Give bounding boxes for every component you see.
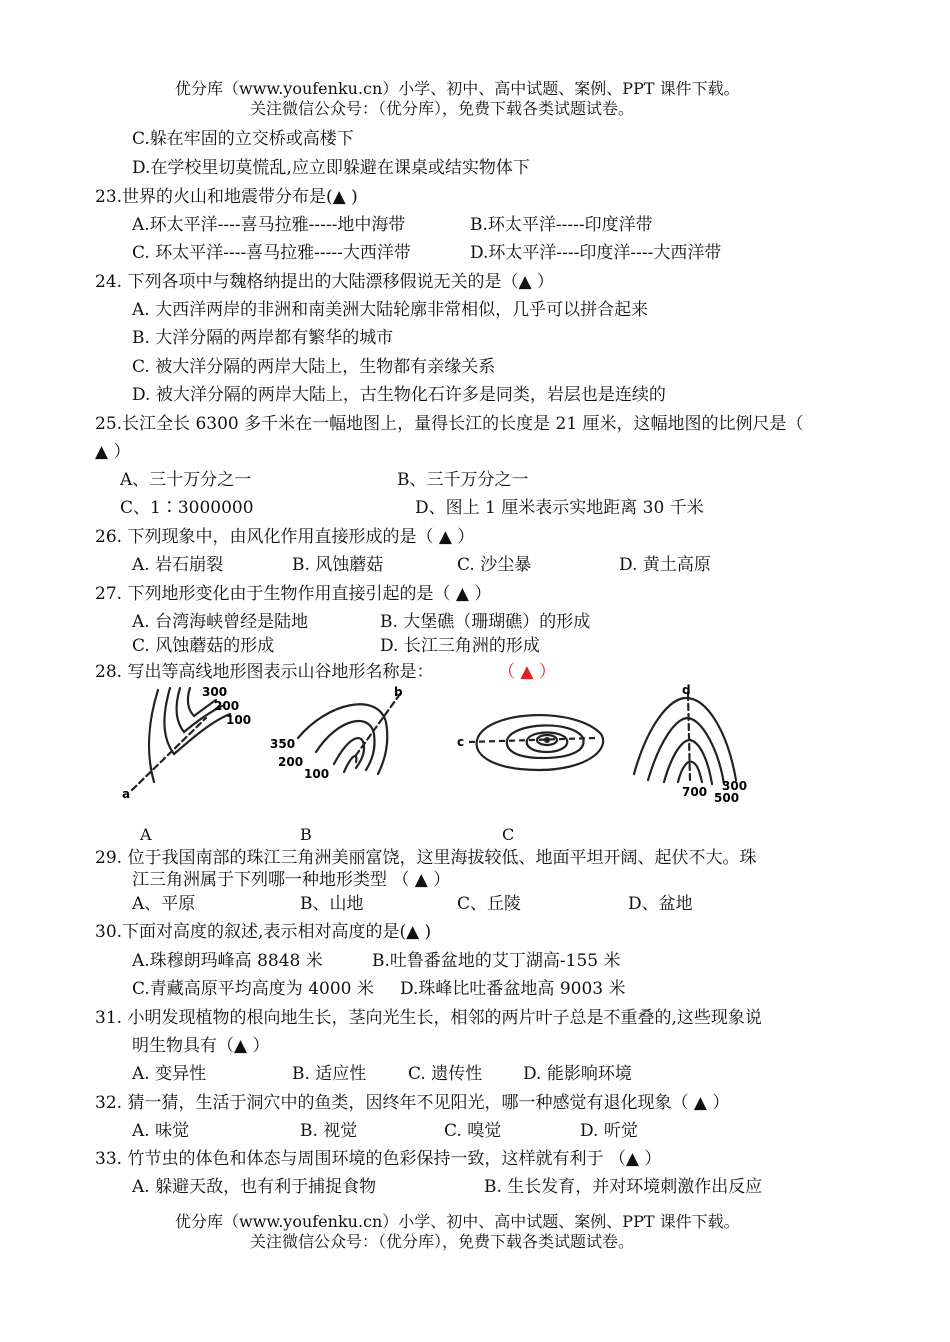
q25-stem: 25.长江全长 6300 多千米在一幅地图上，量得长江的长度是 21 厘米，这幅地图的比例尺是（ — [95, 414, 804, 434]
q33-option-a: A. 躲避天敌，也有利于捕捉食物 — [132, 1177, 377, 1197]
q22-option-c: C.躲在牢固的立交桥或高楼下 — [132, 129, 354, 149]
q23-stem: 23.世界的火山和地震带分布是(▲ ) — [95, 187, 358, 207]
q29-option-b: B、山地 — [300, 894, 364, 914]
q25-stem-cont: ▲ ） — [95, 442, 131, 462]
q28-stem: 28. 写出等高线地形图表示山谷地形名称是： — [95, 662, 434, 682]
q25-option-c: C、1∶3000000 — [120, 498, 254, 518]
q26-option-b: B. 风蚀蘑菇 — [292, 555, 384, 575]
q31-option-c: C. 遗传性 — [408, 1064, 483, 1084]
q26-option-a: A. 岩石崩裂 — [132, 555, 224, 575]
q31-stem-line-1: 31. 小明发现植物的根向地生长，茎向光生长，相邻的两片叶子总是不重叠的,这些现象说 — [95, 1008, 762, 1028]
a-contour-100-label: 100 — [226, 713, 252, 727]
point-b-label: b — [394, 685, 403, 699]
footer-line-1: 优分库（www.youfenku.cn）小学、初中、高中试题、案例、PPT 课件下载。 — [175, 1212, 740, 1231]
q31-stem-line-2: 明生物具有（▲ ） — [132, 1036, 270, 1056]
q24-option-a: A. 大西洋两岸的非洲和南美洲大陆轮廓非常相似，几乎可以拼合起来 — [132, 300, 649, 320]
q33-option-b: B. 生长发育，并对环境刺激作出反应 — [484, 1177, 763, 1197]
point-c-label: c — [457, 735, 465, 749]
q22-option-d: D.在学校里切莫慌乱,应立即躲避在课桌或结实物体下 — [132, 158, 530, 178]
q32-stem: 32. 猜一猜，生活于洞穴中的鱼类，因终年不见阳光，哪一种感觉有退化现象（ ▲ ） — [95, 1093, 730, 1113]
figure-caption-c: C — [502, 825, 515, 844]
q27-option-d: D. 长江三角洲的形成 — [380, 636, 540, 656]
a-contour-200-label: 200 — [214, 699, 240, 713]
q31-option-b: B. 适应性 — [292, 1064, 367, 1084]
q29-stem-line-1: 29. 位于我国南部的珠江三角洲美丽富饶，这里海拔较低、地面平坦开阔、起伏不大。珠 — [95, 848, 757, 868]
q32-option-c: C. 嗅觉 — [444, 1121, 502, 1141]
b-contour-350-label: 350 — [270, 737, 296, 751]
q25-option-a: A、三十万分之一 — [120, 470, 252, 490]
q29-option-d: D、盆地 — [628, 894, 693, 914]
q27-option-c: C. 风蚀蘑菇的形成 — [132, 636, 275, 656]
q31-option-d: D. 能影响环境 — [523, 1064, 632, 1084]
figure-caption-a: A — [140, 825, 152, 844]
q32-option-d: D. 听觉 — [580, 1121, 638, 1141]
q26-option-d: D. 黄土高原 — [619, 555, 711, 575]
q25-option-b: B、三千万分之一 — [397, 470, 529, 490]
q33-stem: 33. 竹节虫的体色和体态与周围环境的色彩保持一致，这样就有利于 （▲ ） — [95, 1149, 662, 1169]
q27-stem: 27. 下列地形变化由于生物作用直接引起的是（ ▲ ） — [95, 584, 492, 604]
d-contour-300-label: 300 — [722, 779, 748, 793]
point-a-label: a — [122, 787, 131, 801]
contour-map-c — [455, 700, 615, 780]
footer-line-2: 关注微信公众号：（优分库），免费下载各类试题试卷。 — [250, 1232, 635, 1251]
q29-option-a: A、平原 — [132, 894, 196, 914]
q27-option-a: A. 台湾海峡曾经是陆地 — [132, 612, 309, 632]
q26-option-c: C. 沙尘暴 — [457, 555, 532, 575]
q27-option-b: B. 大堡礁（珊瑚礁）的形成 — [380, 612, 591, 632]
q24-option-d: D. 被大洋分隔的两岸大陆上，古生物化石许多是同类，岩层也是连续的 — [132, 385, 666, 405]
q30-stem: 30.下面对高度的叙述,表示相对高度的是(▲ ) — [95, 922, 432, 942]
d-contour-500-label: 500 — [714, 791, 740, 804]
q23-option-d: D.环太平洋----印度洋----大西洋带 — [470, 243, 722, 263]
q23-option-b: B.环太平洋-----印度洋带 — [470, 215, 653, 235]
figure-caption-b: B — [300, 825, 312, 844]
q29-option-c: C、丘陵 — [457, 894, 522, 914]
q24-option-b: B. 大洋分隔的两岸都有繁华的城市 — [132, 328, 394, 348]
q23-option-a: A.环太平洋----喜马拉雅-----地中海带 — [132, 215, 406, 235]
q24-stem: 24. 下列各项中与魏格纳提出的大陆漂移假说无关的是（▲ ） — [95, 272, 554, 292]
point-d-label: d — [682, 684, 691, 697]
q30-option-c: C.青藏高原平均高度为 4000 米 — [132, 979, 374, 999]
q24-option-c: C. 被大洋分隔的两岸大陆上，生物都有亲缘关系 — [132, 357, 496, 377]
q29-stem-line-2: 江三角洲属于下列哪一种地形类型 （ ▲ ） — [132, 870, 451, 890]
q32-option-a: A. 味觉 — [132, 1121, 190, 1141]
q30-option-d: D.珠峰比吐番盆地高 9003 米 — [400, 979, 626, 999]
q25-option-d: D、图上 1 厘米表示实地距离 30 千米 — [415, 498, 704, 518]
q26-stem: 26. 下列现象中，由风化作用直接形成的是（ ▲ ） — [95, 527, 475, 547]
q28-answer-blank: （ ▲ ） — [498, 662, 556, 682]
b-contour-200-label: 200 — [278, 755, 304, 769]
a-contour-300-label: 300 — [202, 685, 228, 699]
q30-option-a: A.珠穆朗玛峰高 8848 米 — [132, 951, 323, 971]
q32-option-b: B. 视觉 — [300, 1121, 358, 1141]
b-contour-100-label: 100 — [304, 767, 330, 781]
q23-option-c: C. 环太平洋----喜马拉雅-----大西洋带 — [132, 243, 411, 263]
q31-option-a: A. 变异性 — [132, 1064, 207, 1084]
contour-map-a — [118, 682, 258, 802]
d-contour-700-label: 700 — [682, 785, 708, 799]
header-line-2: 关注微信公众号：（优分库），免费下载各类试题试卷。 — [250, 99, 635, 118]
contour-map-d — [628, 684, 758, 804]
q30-option-b: B.吐鲁番盆地的艾丁湖高-155 米 — [372, 951, 621, 971]
header-line-1: 优分库（www.youfenku.cn）小学、初中、高中试题、案例、PPT 课件下载。 — [175, 79, 740, 98]
contour-map-b — [268, 682, 418, 792]
